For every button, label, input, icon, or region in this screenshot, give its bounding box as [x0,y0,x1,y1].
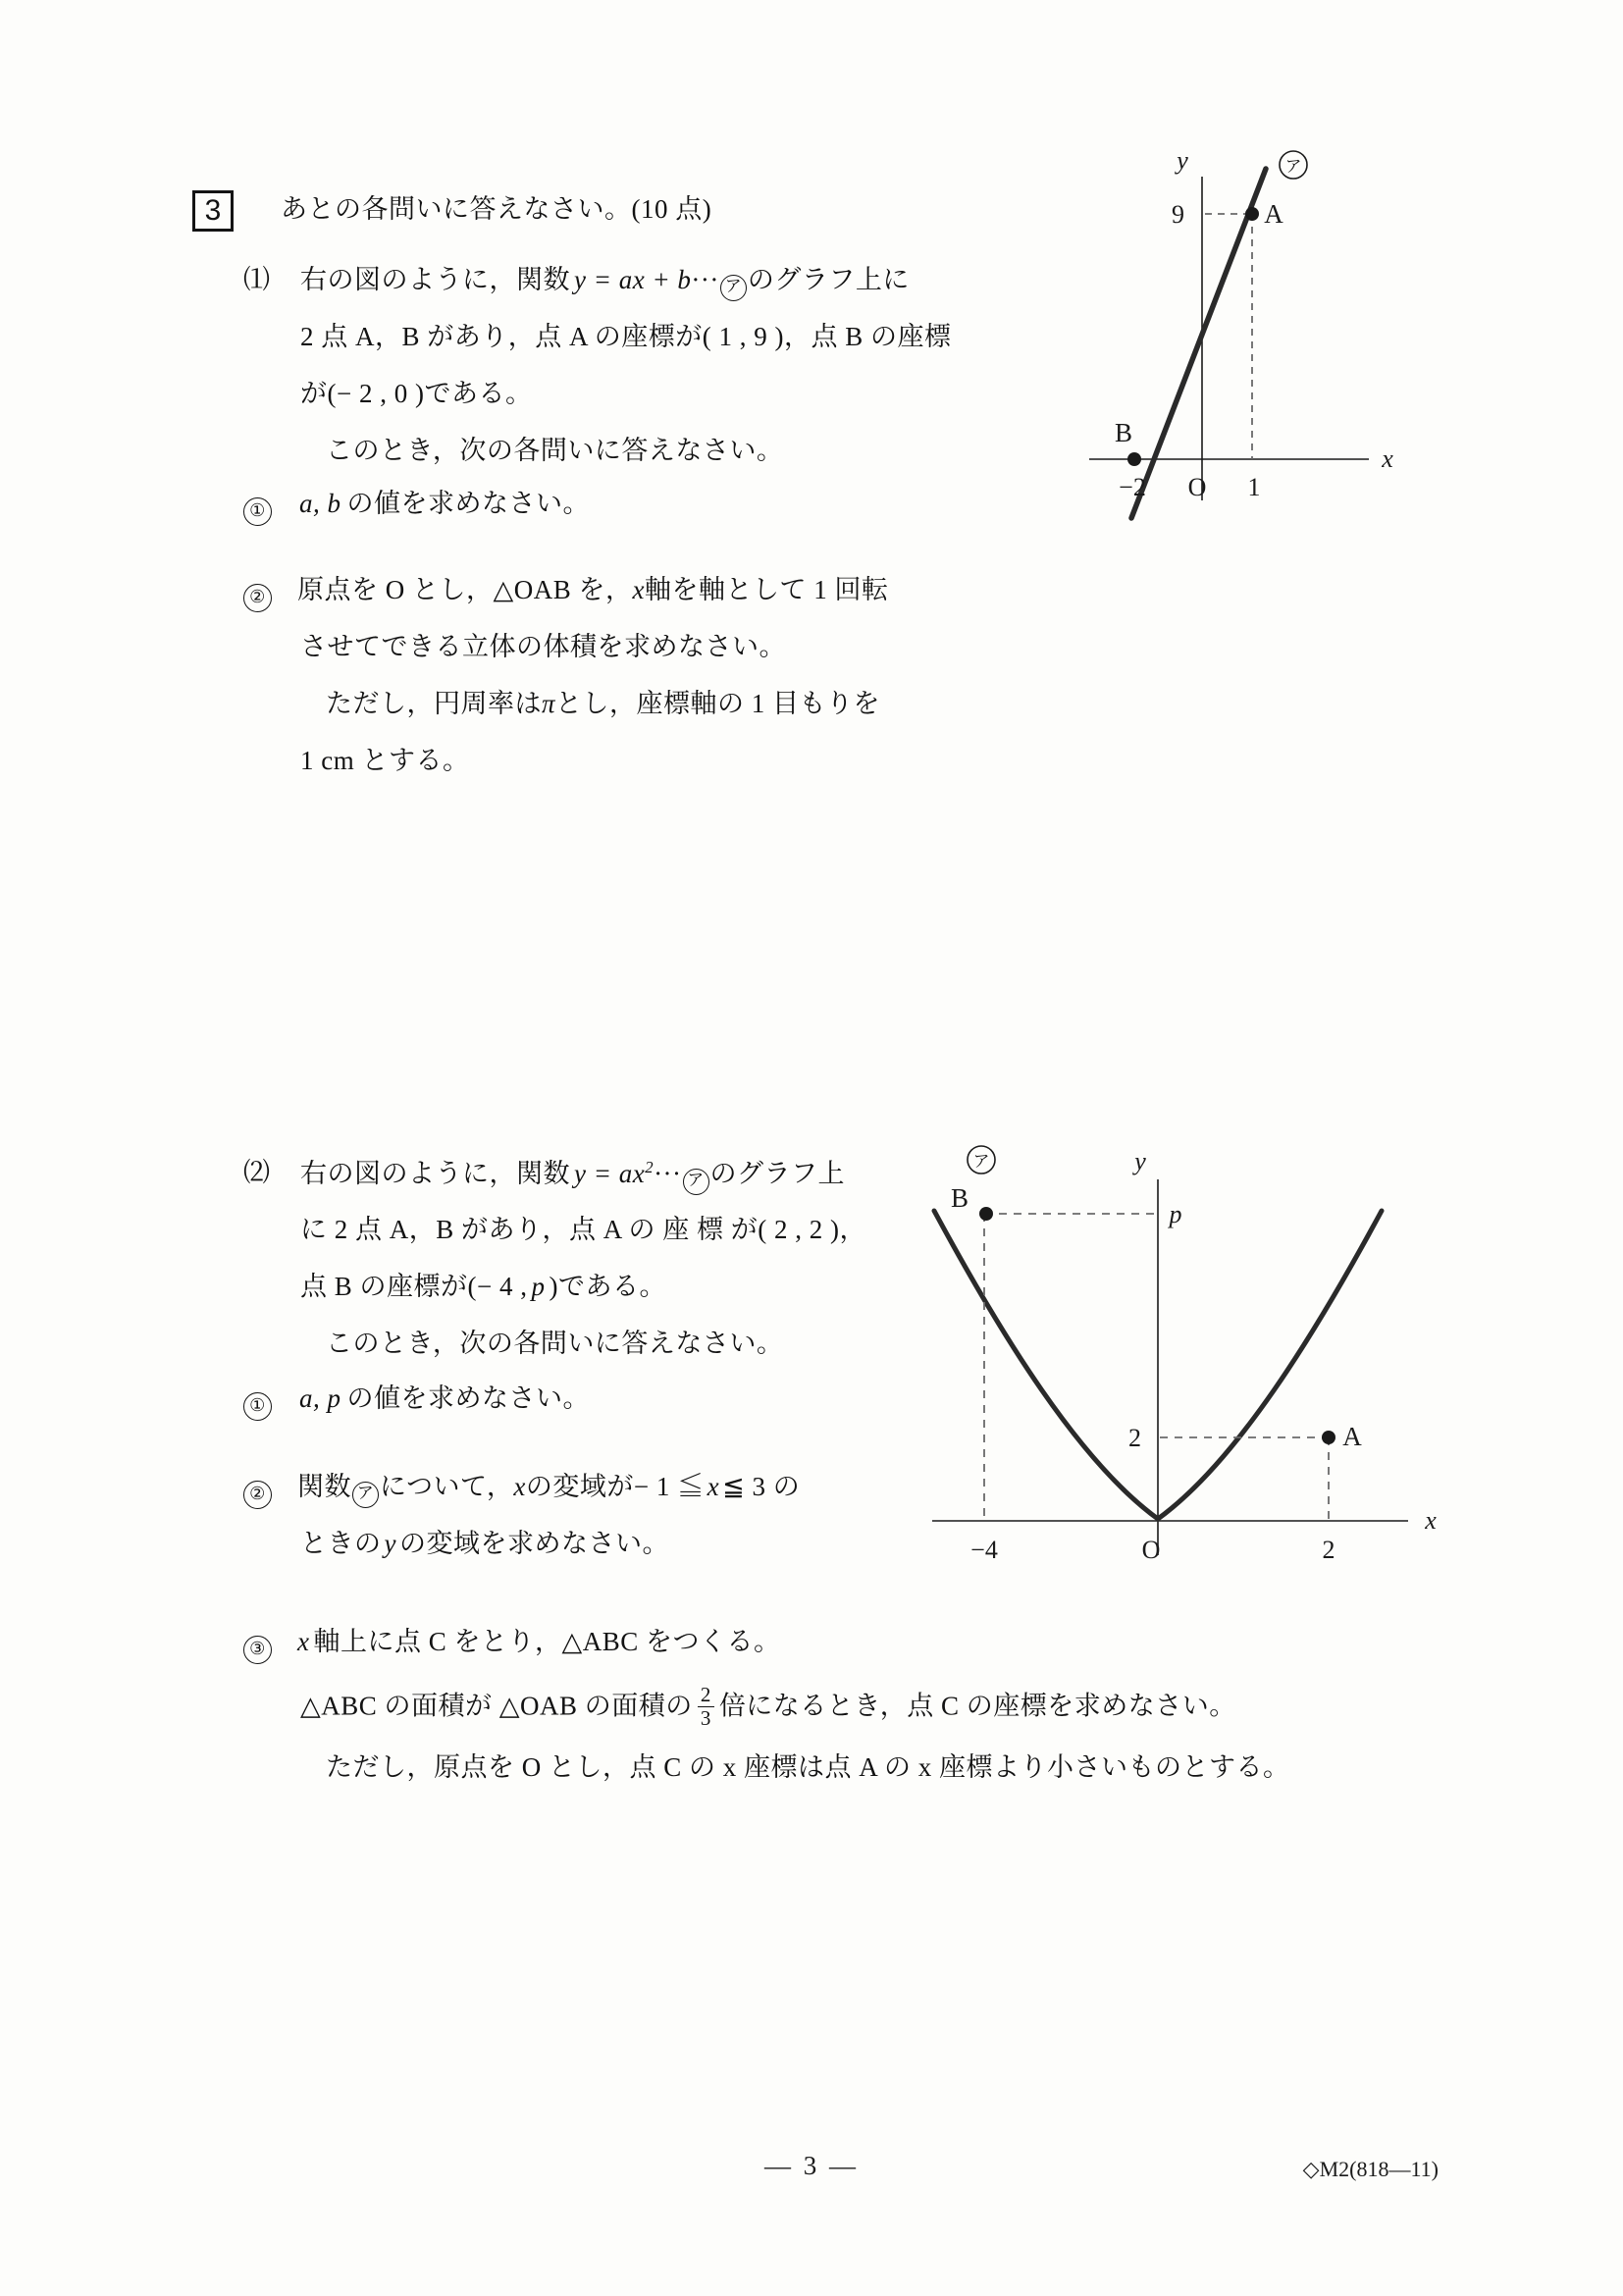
part1-line3: が(− 2 , 0 )である。 [300,379,533,408]
part1-item2-note1 [326,691,880,717]
figure2-origin-label: O [1141,1536,1161,1564]
part2-item3-line3: ただし，原点を O とし，点 C の x 座標は点 A の x 座標より小さいものとする。 [326,1752,1290,1782]
figure1-tick-y9: 9 [1172,200,1184,229]
figure1-y-axis-label: y [1177,147,1188,175]
part2-line1-text-b: のグラフ上 [709,1159,846,1188]
part1-item2-text-b: 軸を軸として 1 回転 [645,575,889,604]
fraction-two-thirds [698,1684,714,1729]
part1-line4: このとき，次の各問いに答えなさい。 [326,436,784,465]
part2-item2-var-x: x [513,1472,526,1501]
figure2-tick-y2: 2 [1128,1424,1141,1452]
item-marker-2b: ② [243,1481,272,1509]
figure2-point-b-marker [979,1207,993,1221]
figure2-curve-label: ア [972,1152,990,1172]
part2-item2 [243,1474,800,1509]
part1-line1-text-b: のグラフ上に [747,265,910,294]
part2-line3-text-b: )である。 [549,1272,666,1301]
part1-line1-dots: ··· [691,265,719,294]
part2-item3-var-x: x [297,1627,310,1656]
part2-item1-text: の値を求めなさい。 [346,1383,590,1413]
part2-item2-var-x2: x [707,1472,720,1501]
part1-note1-pi: π [542,689,556,718]
part2-line1-text-a: 右の図のように，関数 [300,1159,570,1188]
part2-item1-vars: a, p [299,1383,341,1413]
figure1-tick-x1: 1 [1247,473,1261,501]
part1-item2-line2: させてできる立体の体積を求めなさい。 [300,632,786,661]
circled-a-icon-3: ア [352,1482,379,1508]
problem-number-box: 3 [192,190,234,232]
part2-item2-line2-a: ときの [300,1529,382,1558]
part1-item2-var-x: x [632,575,646,604]
figure2-point-a-label: A [1342,1422,1362,1451]
figure1-x-axis-label: x [1382,444,1393,473]
part1-item2-text-a: 原点を O とし，△OAB を， [297,575,633,604]
part2-item3-line2-b: 倍になるとき，点 C の座標を求めなさい。 [718,1691,1236,1721]
figure2-point-a-marker [1322,1431,1335,1444]
part1-item1-text: の値を求めなさい。 [346,489,590,518]
part1-label: ⑴ [243,265,271,294]
item-marker-1b: ① [243,1392,272,1421]
part1-note1-text-a: ただし，円周率は [326,689,542,718]
part2-item1 [243,1385,590,1421]
part2-item2-line2 [300,1531,669,1557]
part2-line4: このとき，次の各問いに答えなさい。 [326,1329,784,1358]
part2-line1-dots: ··· [654,1159,682,1188]
part1-line1-text-a: 右の図のように，関数 [300,265,570,294]
figure1-tick-xneg2: −2 [1119,473,1146,501]
figure1-point-b-marker [1127,452,1141,466]
part2-item3-line2 [300,1684,1236,1729]
figure2-tick-x2: 2 [1322,1536,1335,1564]
figure2-x-axis-label: x [1425,1506,1437,1535]
part2-item2-line2-y: y [384,1529,396,1558]
figure-parabola-graph [913,1138,1462,1634]
part2-line3 [300,1274,666,1300]
part2-item2-line2-b: の変域を求めなさい。 [398,1529,669,1558]
part2-item3-line2-a: △ABC の面積が △OAB の面積の [300,1691,693,1721]
figure2-tick-xneg4: −4 [970,1536,998,1564]
part1-item1 [243,491,590,526]
figure2-label-p: p [1169,1200,1182,1228]
part2-item2-text-a: 関数 [297,1472,351,1501]
part1-equation: y = ax + b [574,265,692,294]
circled-a-icon-2: ア [683,1169,709,1195]
problem-heading: あとの各問いに答えなさい。(10 点) [281,194,712,224]
part2-line3-text-a: 点 B の座標が(− 4 , [300,1272,528,1301]
page-number: — 3 — [764,2151,859,2180]
figure1-point-a-marker [1245,207,1259,221]
part1-item1-vars: a, b [299,489,341,518]
part1-line2: 2 点 A，B があり，点 A の座標が( 1 , 9 )，点 B の座標 [300,322,952,351]
part2-equation-exponent: 2 [645,1158,654,1176]
part1-line1 [300,267,910,301]
part2-item2-text-b: について， [380,1472,514,1501]
figure1-curve-label: ア [1284,157,1302,177]
part2-line2: に 2 点 A，B があり，点 A の 座 標 が( 2 , 2 )， [300,1215,866,1244]
part1-note1-text-b: とし，座標軸の 1 目もりを [555,689,881,718]
figure1-origin-label: O [1187,473,1207,501]
part2-item2-text-c: の変域が− 1 ≦ [525,1472,705,1501]
part2-line3-p: p [531,1272,546,1301]
figure-linear-graph [1030,147,1442,564]
exam-code: ◇M2(818—11) [1302,2157,1439,2181]
part2-line1 [300,1160,845,1195]
fraction-denominator: 3 [698,1706,714,1730]
figure1-point-a-label: A [1264,199,1283,229]
part1-item2-note2: 1 cm とする。 [300,746,470,775]
part1-item2 [243,577,889,612]
part2-item3-text-b: 軸上に点 C をとり，△ABC をつくる。 [313,1627,781,1656]
figure2-point-b-label: B [950,1183,969,1213]
part2-item3 [243,1629,781,1664]
part2-equation: y = ax [574,1159,646,1188]
figure1-point-b-label: B [1114,418,1133,447]
figure2-y-axis-label: y [1134,1147,1146,1175]
fraction-numerator: 2 [700,1683,711,1706]
item-marker-1: ① [243,497,272,526]
figure1-line-alpha [1131,169,1266,518]
part2-item2-text-d: ≦ 3 の [722,1472,801,1501]
circled-a-icon: ア [720,275,747,301]
part2-label: ⑵ [243,1158,271,1187]
item-marker-3: ③ [243,1636,272,1664]
item-marker-2: ② [243,584,272,612]
